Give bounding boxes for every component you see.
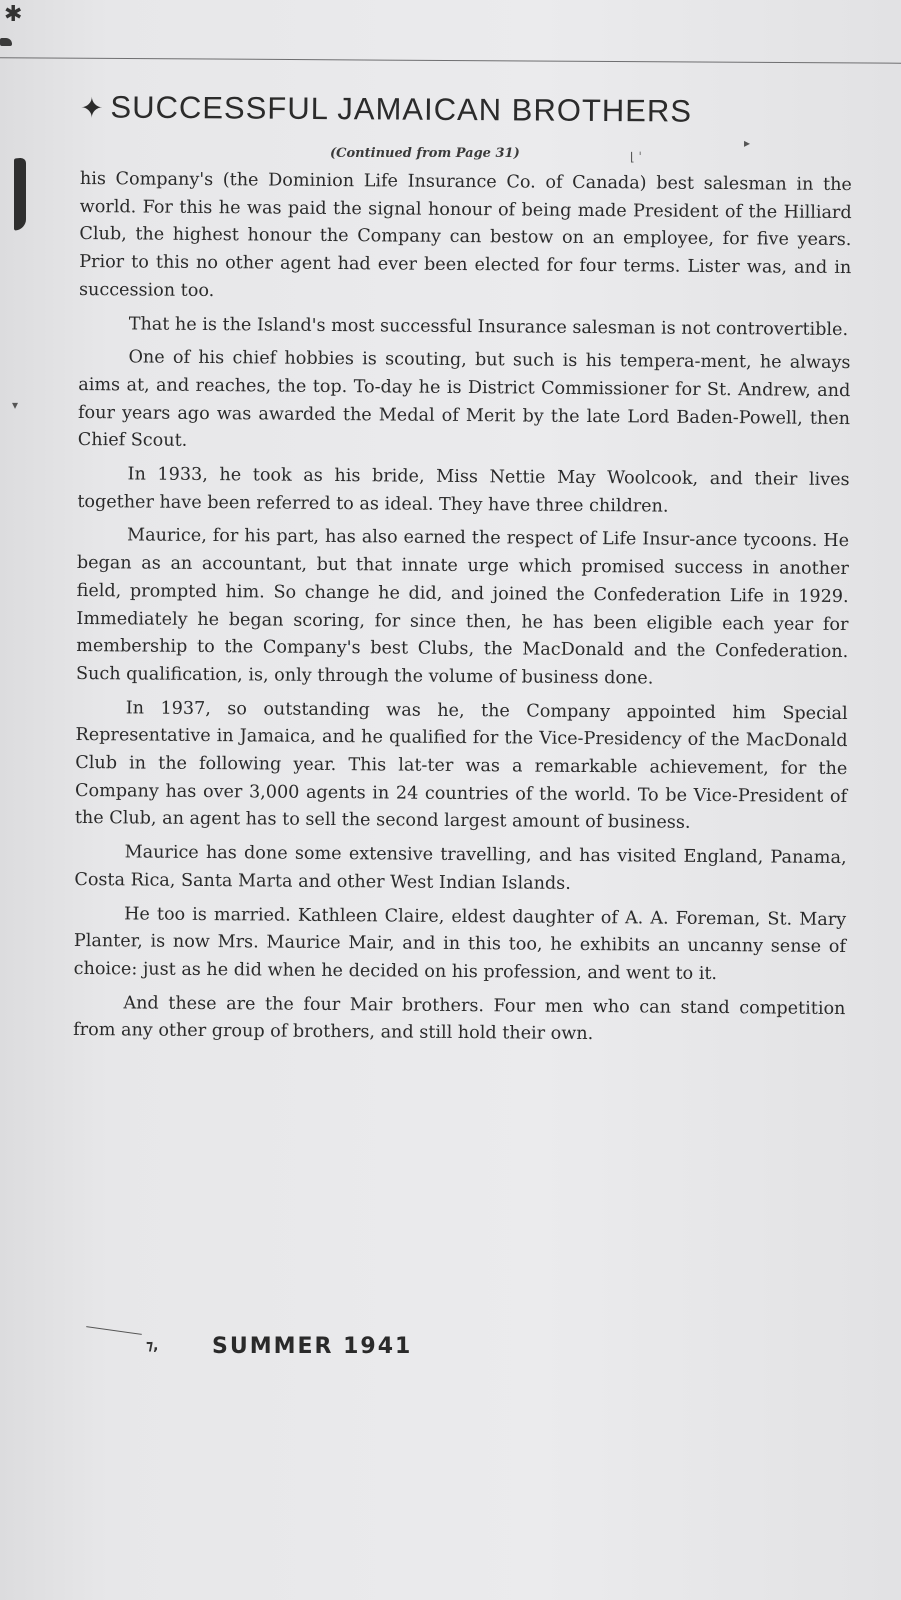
paragraph: He too is married. Kathleen Claire, eldest daughter of A. A. Foreman, St. Mary Planter, is now Mrs. Maurice Mair, and in this too, he exhibits an uncanny sense of choice: just as he did when he decided on his profession, and went to it. [73,903,847,985]
continued-note: (Continued from Page 31) [330,146,520,161]
margin-bracket-icon [14,157,26,230]
title-ornament-icon: ✦ [79,92,105,124]
article-title-text: SUCCESSFUL JAMAICAN BROTHERS [110,89,693,129]
article-body [73,166,852,1057]
paragraph: his Company's (the Dominion Life Insurance Co. of Canada) best salesman in the world. For this he was paid the signal honour of being made President of the Hilliard Club, the highest honour the Company can bestow on an employee, for five years. Prior to this no other agent had ever been elected for four terms. Lister was, and in succession too. [78,168,852,301]
footer-ink-mark-icon: ⁊, [146,1338,159,1354]
paragraph: Maurice, for his part, has also earned the respect of Life Insur-ance tycoons. He began as an accountant, but that innate urge which promised success in another field, prompted him. So change he did, and joined the Confederation Life in 1929. Immediately he began scoring, for since then, he has been eligible each year for membership to the Company's best Clubs, the MacDonald and the Confederation. Such qualification, is, only through the volume of business done. [75,525,850,689]
margin-tick-icon: ▾ [12,398,19,412]
issue-footer: SUMMER 1941 [212,1334,413,1359]
paragraph: One of his chief hobbies is scouting, but such is his tempera-ment, he always aims at, and reaches, the top. To-day he is District Commissioner for St. Andrew, and four years ago was awarded the Medal of Merit by the late Lord Baden-Powell, then Chief Scout. [77,347,851,452]
paragraph: In 1933, he took as his bride, Miss Nettie May Woolcook, and their lives together have been referred to as ideal. They have three children. [77,464,850,517]
speck-icon: ▸ [744,136,751,150]
paragraph: That he is the Island's most successful Insurance salesman is not controvertible. [128,313,849,340]
corner-ink-blot-icon [0,38,12,46]
top-rule [0,57,901,64]
paragraph: Maurice has done some extensive travelling, and has visited England, Panama, Costa Rica, Santa Marta and other West Indian Islands. [74,842,847,894]
speck-icon: ⌊ ˈ [630,150,642,164]
corner-ink-mark-icon: ✱ [4,2,23,27]
article-title [80,89,840,130]
paragraph: And these are the four Mair brothers. Four men who can stand competition from any other group of brothers, and still hold their own. [73,993,846,1045]
paragraph: In 1937, so outstanding was he, the Company appointed him Special Representative in Jamaica, and he qualified for the Vice-Presidency of the MacDonald Club in the following year. This lat-ter was a remarkable achievement, for the Company has over 3,000 agents in 24 countries of the world. To be Vice-President of the Club, an agent has to sell the second largest amount of business. [74,698,848,834]
footer-dash [86,1326,142,1335]
